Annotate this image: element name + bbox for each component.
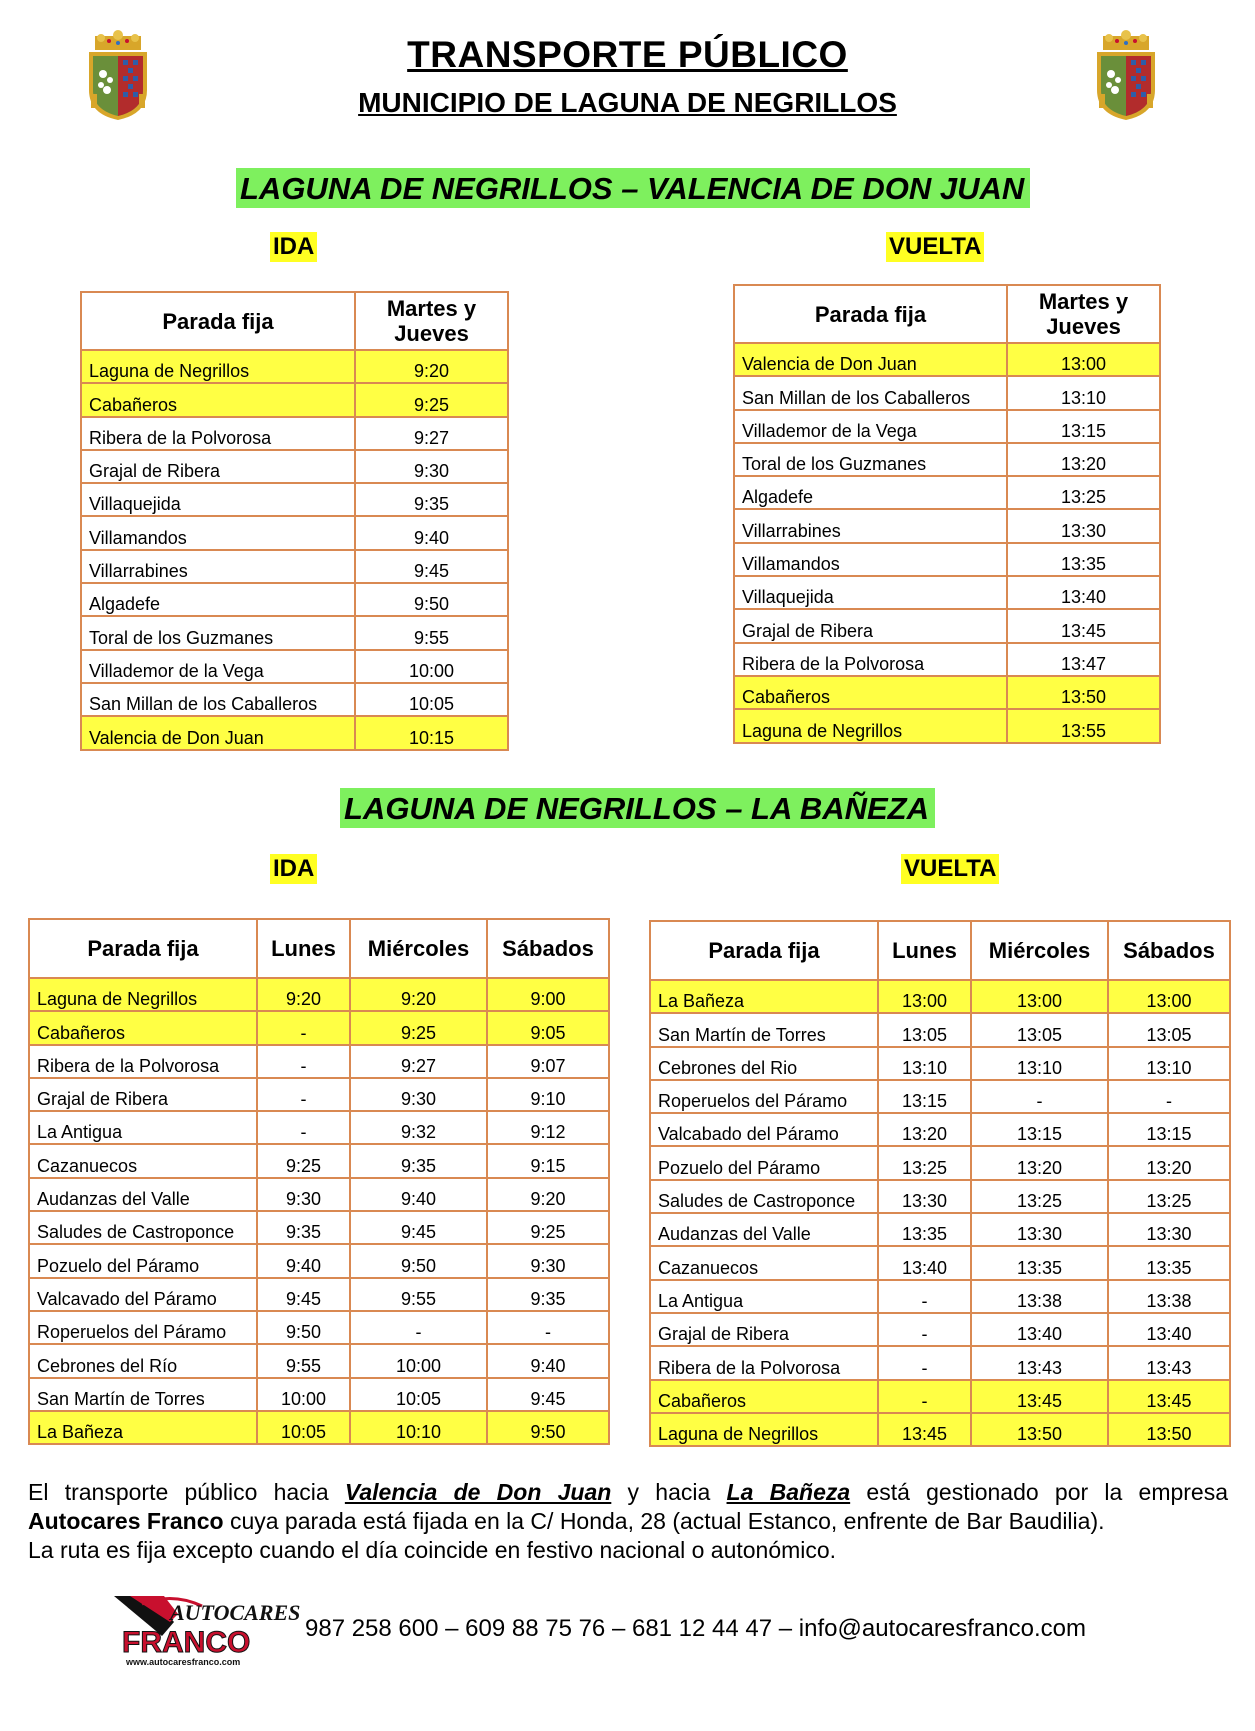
- departure-time: 10:00: [355, 650, 508, 683]
- departure-time: 13:30: [971, 1213, 1108, 1246]
- departure-time: -: [350, 1311, 487, 1344]
- departure-time: 9:45: [257, 1278, 350, 1311]
- autocares-franco-logo: [112, 1592, 301, 1668]
- ida-label-valencia: IDA: [270, 232, 317, 262]
- departure-time: 13:20: [1007, 443, 1160, 476]
- departure-time: 9:15: [487, 1144, 609, 1177]
- table-row: [650, 1246, 1230, 1279]
- stop-name: Grajal de Ribera: [650, 1313, 878, 1346]
- schedule-table-valencia-vuelta: [733, 284, 1161, 744]
- schedule-table-valencia-ida: [80, 291, 509, 751]
- footer-notice: [28, 1478, 1228, 1565]
- departure-time: 13:05: [878, 1013, 971, 1046]
- logo-text-franco: FRANCO: [122, 1626, 251, 1659]
- schedule-table-baneza-vuelta: [649, 920, 1231, 1447]
- table-row: [650, 1113, 1230, 1146]
- table-header-row: [650, 921, 1230, 980]
- departure-time: 13:47: [1007, 643, 1160, 676]
- table-row: [81, 450, 508, 483]
- departure-time: -: [487, 1311, 609, 1344]
- vuelta-label-valencia: VUELTA: [886, 232, 984, 262]
- stop-name: Cebrones del Río: [29, 1344, 257, 1377]
- stop-name: Cazanuecos: [650, 1246, 878, 1279]
- stop-name: Pozuelo del Páramo: [650, 1146, 878, 1179]
- departure-time: 13:25: [1108, 1180, 1230, 1213]
- table-row: [29, 1178, 609, 1211]
- departure-time: 9:45: [350, 1211, 487, 1244]
- departure-time: -: [878, 1313, 971, 1346]
- stop-name: Toral de los Guzmanes: [734, 443, 1007, 476]
- stop-name: La Bañeza: [29, 1411, 257, 1444]
- page-title: TRANSPORTE PÚBLICO: [407, 34, 848, 75]
- stop-name: Saludes de Castroponce: [650, 1180, 878, 1213]
- stop-name: Valencia de Don Juan: [81, 716, 355, 749]
- departure-time: 9:05: [487, 1011, 609, 1044]
- stop-name: San Millan de los Caballeros: [81, 683, 355, 716]
- stop-name: Roperuelos del Páramo: [29, 1311, 257, 1344]
- stop-name: La Antigua: [650, 1280, 878, 1313]
- table-row: [29, 1344, 609, 1377]
- departure-time: 13:35: [1007, 543, 1160, 576]
- stop-name: Ribera de la Polvorosa: [29, 1045, 257, 1078]
- departure-time: 9:30: [350, 1078, 487, 1111]
- stop-name: Audanzas del Valle: [29, 1178, 257, 1211]
- stop-name: Algadefe: [734, 476, 1007, 509]
- table-row: [29, 1244, 609, 1277]
- departure-time: 9:27: [350, 1045, 487, 1078]
- stop-name: Cabañeros: [650, 1380, 878, 1413]
- departure-time: 10:05: [350, 1378, 487, 1411]
- table-row: [650, 1047, 1230, 1080]
- departure-time: 13:00: [878, 980, 971, 1013]
- route-title-baneza: LAGUNA DE NEGRILLOS – LA BAÑEZA: [340, 788, 935, 828]
- departure-time: 13:15: [878, 1080, 971, 1113]
- table-row: [81, 550, 508, 583]
- column-header-stop: Parada fija: [29, 919, 257, 978]
- departure-time: 13:40: [1108, 1313, 1230, 1346]
- table-row: [29, 1211, 609, 1244]
- departure-time: -: [257, 1011, 350, 1044]
- table-row: [29, 1144, 609, 1177]
- departure-time: 13:00: [1108, 980, 1230, 1013]
- departure-time: 9:50: [487, 1411, 609, 1444]
- page-subtitle: MUNICIPIO DE LAGUNA DE NEGRILLOS: [358, 87, 897, 118]
- stop-name: Valcavado del Páramo: [29, 1278, 257, 1311]
- footer-line-2: Autocares Franco cuya parada está fijada en la C/ Honda, 28 (actual Estanco, enfrente de Bar Baudilia).: [28, 1508, 1105, 1534]
- departure-time: 13:00: [1007, 343, 1160, 376]
- table-row: [81, 683, 508, 716]
- column-header-day: Lunes: [878, 921, 971, 980]
- stop-name: San Martín de Torres: [650, 1013, 878, 1046]
- stop-name: Laguna de Negrillos: [81, 350, 355, 383]
- stop-name: Cabañeros: [734, 676, 1007, 709]
- departure-time: 9:55: [257, 1344, 350, 1377]
- stop-name: Roperuelos del Páramo: [650, 1080, 878, 1113]
- departure-time: -: [878, 1346, 971, 1379]
- stop-name: Ribera de la Polvorosa: [81, 417, 355, 450]
- table-row: [29, 1078, 609, 1111]
- column-header-day: Martes y Jueves: [355, 292, 508, 350]
- departure-time: 13:20: [878, 1113, 971, 1146]
- footer-line-3: La ruta es fija excepto cuando el día coincide en festivo nacional o autonómico.: [28, 1537, 837, 1563]
- departure-time: 9:35: [487, 1278, 609, 1311]
- departure-time: -: [257, 1111, 350, 1144]
- table-row: [734, 343, 1160, 376]
- column-header-day: Miércoles: [350, 919, 487, 978]
- table-row: [734, 576, 1160, 609]
- departure-time: 9:55: [355, 616, 508, 649]
- logo-text-web: www.autocaresfranco.com: [126, 1657, 241, 1667]
- table-row: [734, 676, 1160, 709]
- column-header-day: Sábados: [1108, 921, 1230, 980]
- departure-time: 9:50: [350, 1244, 487, 1277]
- departure-time: 9:35: [257, 1211, 350, 1244]
- departure-time: 9:10: [487, 1078, 609, 1111]
- stop-name: Cabañeros: [29, 1011, 257, 1044]
- departure-time: 9:25: [257, 1144, 350, 1177]
- departure-time: 9:45: [355, 550, 508, 583]
- departure-time: 10:05: [257, 1411, 350, 1444]
- stop-name: Laguna de Negrillos: [734, 709, 1007, 742]
- departure-time: 13:20: [1108, 1146, 1230, 1179]
- table-row: [734, 509, 1160, 542]
- table-row: [81, 350, 508, 383]
- table-row: [650, 1080, 1230, 1113]
- table-row: [734, 609, 1160, 642]
- column-header-day: Miércoles: [971, 921, 1108, 980]
- table-row: [29, 1411, 609, 1444]
- departure-time: 9:00: [487, 978, 609, 1011]
- departure-time: 10:15: [355, 716, 508, 749]
- departure-time: 9:27: [355, 417, 508, 450]
- table-row: [650, 1213, 1230, 1246]
- destination-baneza: La Bañeza: [726, 1479, 851, 1505]
- table-row: [734, 643, 1160, 676]
- departure-time: -: [971, 1080, 1108, 1113]
- departure-time: 13:30: [1007, 509, 1160, 542]
- table-row: [29, 1278, 609, 1311]
- stop-name: Laguna de Negrillos: [29, 978, 257, 1011]
- departure-time: 13:35: [878, 1213, 971, 1246]
- table-header-row: [29, 919, 609, 978]
- vuelta-label-baneza: VUELTA: [901, 854, 999, 884]
- departure-time: 13:05: [1108, 1013, 1230, 1046]
- departure-time: 9:40: [257, 1244, 350, 1277]
- departure-time: 9:25: [350, 1011, 487, 1044]
- departure-time: 13:25: [971, 1180, 1108, 1213]
- table-row: [650, 1380, 1230, 1413]
- departure-time: -: [257, 1078, 350, 1111]
- departure-time: 13:40: [1007, 576, 1160, 609]
- departure-time: 10:10: [350, 1411, 487, 1444]
- departure-time: 13:25: [1007, 476, 1160, 509]
- departure-time: 13:30: [1108, 1213, 1230, 1246]
- ida-label-baneza: IDA: [270, 854, 317, 884]
- departure-time: -: [878, 1280, 971, 1313]
- departure-time: 10:05: [355, 683, 508, 716]
- departure-time: 13:38: [1108, 1280, 1230, 1313]
- stop-name: Villademor de la Vega: [734, 410, 1007, 443]
- departure-time: 9:40: [487, 1344, 609, 1377]
- stop-name: Villarrabines: [734, 509, 1007, 542]
- schedule-table-baneza-ida: [28, 918, 610, 1445]
- table-row: [734, 376, 1160, 409]
- departure-time: 13:25: [878, 1146, 971, 1179]
- table-row: [734, 410, 1160, 443]
- stop-name: Ribera de la Polvorosa: [650, 1346, 878, 1379]
- departure-time: 9:55: [350, 1278, 487, 1311]
- stop-name: La Bañeza: [650, 980, 878, 1013]
- departure-time: 13:00: [971, 980, 1108, 1013]
- departure-time: 13:35: [971, 1246, 1108, 1279]
- departure-time: 10:00: [257, 1378, 350, 1411]
- footer-line-1: El transporte público hacia Valencia de Don Juan y hacia La Bañeza está gestionado por la empresa: [28, 1479, 1229, 1505]
- column-header-day: Lunes: [257, 919, 350, 978]
- stop-name: Grajal de Ribera: [29, 1078, 257, 1111]
- departure-time: 13:10: [971, 1047, 1108, 1080]
- departure-time: 13:43: [1108, 1346, 1230, 1379]
- departure-time: 9:20: [350, 978, 487, 1011]
- table-row: [650, 1413, 1230, 1446]
- table-row: [81, 483, 508, 516]
- contact-info: 987 258 600 – 609 88 75 76 – 681 12 44 47 – info@autocaresfranco.com: [305, 1615, 1086, 1642]
- departure-time: 9:30: [355, 450, 508, 483]
- stop-name: Grajal de Ribera: [734, 609, 1007, 642]
- table-row: [29, 978, 609, 1011]
- departure-time: 13:15: [1007, 410, 1160, 443]
- table-row: [29, 1378, 609, 1411]
- departure-time: 13:30: [878, 1180, 971, 1213]
- table-row: [650, 980, 1230, 1013]
- departure-time: 13:10: [878, 1047, 971, 1080]
- departure-time: -: [878, 1380, 971, 1413]
- departure-time: 9:40: [350, 1178, 487, 1211]
- stop-name: Cebrones del Rio: [650, 1047, 878, 1080]
- departure-time: 13:15: [971, 1113, 1108, 1146]
- table-row: [734, 476, 1160, 509]
- departure-time: 13:40: [878, 1246, 971, 1279]
- column-header-day: Martes y Jueves: [1007, 285, 1160, 343]
- departure-time: 9:40: [355, 516, 508, 549]
- stop-name: Cazanuecos: [29, 1144, 257, 1177]
- departure-time: 9:30: [487, 1244, 609, 1277]
- table-row: [29, 1311, 609, 1344]
- table-row: [650, 1313, 1230, 1346]
- stop-name: San Millan de los Caballeros: [734, 376, 1007, 409]
- departure-time: -: [1108, 1080, 1230, 1113]
- stop-name: Villademor de la Vega: [81, 650, 355, 683]
- table-row: [81, 383, 508, 416]
- departure-time: 13:38: [971, 1280, 1108, 1313]
- table-row: [29, 1011, 609, 1044]
- departure-time: 13:50: [1108, 1413, 1230, 1446]
- departure-time: 13:10: [1108, 1047, 1230, 1080]
- departure-time: 13:20: [971, 1146, 1108, 1179]
- stop-name: Toral de los Guzmanes: [81, 616, 355, 649]
- table-row: [650, 1180, 1230, 1213]
- departure-time: 13:15: [1108, 1113, 1230, 1146]
- departure-time: 9:35: [350, 1144, 487, 1177]
- stop-name: Valencia de Don Juan: [734, 343, 1007, 376]
- departure-time: 9:35: [355, 483, 508, 516]
- departure-time: 13:45: [878, 1413, 971, 1446]
- column-header-stop: Parada fija: [734, 285, 1007, 343]
- table-row: [81, 417, 508, 450]
- departure-time: 13:43: [971, 1346, 1108, 1379]
- stop-name: Algadefe: [81, 583, 355, 616]
- stop-name: Valcabado del Páramo: [650, 1113, 878, 1146]
- departure-time: 9:50: [257, 1311, 350, 1344]
- departure-time: 13:45: [971, 1380, 1108, 1413]
- departure-time: 9:30: [257, 1178, 350, 1211]
- stop-name: Villaquejida: [734, 576, 1007, 609]
- departure-time: 9:32: [350, 1111, 487, 1144]
- departure-time: -: [257, 1045, 350, 1078]
- departure-time: 9:07: [487, 1045, 609, 1078]
- column-header-stop: Parada fija: [81, 292, 355, 350]
- departure-time: 9:25: [487, 1211, 609, 1244]
- departure-time: 13:35: [1108, 1246, 1230, 1279]
- departure-time: 9:20: [257, 978, 350, 1011]
- stop-name: Villamandos: [81, 516, 355, 549]
- table-row: [650, 1346, 1230, 1379]
- departure-time: 13:40: [971, 1313, 1108, 1346]
- departure-time: 13:50: [971, 1413, 1108, 1446]
- departure-time: 13:45: [1007, 609, 1160, 642]
- stop-name: Pozuelo del Páramo: [29, 1244, 257, 1277]
- stop-name: La Antigua: [29, 1111, 257, 1144]
- table-row: [29, 1111, 609, 1144]
- table-row: [734, 443, 1160, 476]
- table-row: [81, 716, 508, 749]
- table-row: [81, 583, 508, 616]
- table-row: [734, 543, 1160, 576]
- stop-name: Ribera de la Polvorosa: [734, 643, 1007, 676]
- departure-time: 9:25: [355, 383, 508, 416]
- table-row: [81, 516, 508, 549]
- departure-time: 9:12: [487, 1111, 609, 1144]
- departure-time: 13:50: [1007, 676, 1160, 709]
- table-row: [81, 616, 508, 649]
- stop-name: Villamandos: [734, 543, 1007, 576]
- departure-time: 10:00: [350, 1344, 487, 1377]
- table-row: [650, 1146, 1230, 1179]
- destination-valencia: Valencia de Don Juan: [344, 1479, 612, 1505]
- departure-time: 13:10: [1007, 376, 1160, 409]
- departure-time: 13:55: [1007, 709, 1160, 742]
- table-row: [81, 650, 508, 683]
- column-header-day: Sábados: [487, 919, 609, 978]
- table-row: [650, 1280, 1230, 1313]
- stop-name: Grajal de Ribera: [81, 450, 355, 483]
- stop-name: Cabañeros: [81, 383, 355, 416]
- stop-name: Laguna de Negrillos: [650, 1413, 878, 1446]
- company-name: Autocares Franco: [28, 1508, 224, 1534]
- stop-name: San Martín de Torres: [29, 1378, 257, 1411]
- stop-name: Villarrabines: [81, 550, 355, 583]
- departure-time: 13:05: [971, 1013, 1108, 1046]
- column-header-stop: Parada fija: [650, 921, 878, 980]
- stop-name: Saludes de Castroponce: [29, 1211, 257, 1244]
- table-row: [650, 1013, 1230, 1046]
- departure-time: 13:45: [1108, 1380, 1230, 1413]
- logo-text-autocares: AUTOCARES: [170, 1600, 301, 1625]
- route-title-valencia: LAGUNA DE NEGRILLOS – VALENCIA DE DON JUAN: [236, 168, 1030, 208]
- departure-time: 9:20: [355, 350, 508, 383]
- table-header-row: [734, 285, 1160, 343]
- table-header-row: [81, 292, 508, 350]
- table-row: [29, 1045, 609, 1078]
- departure-time: 9:20: [487, 1178, 609, 1211]
- departure-time: 9:45: [487, 1378, 609, 1411]
- stop-name: Villaquejida: [81, 483, 355, 516]
- table-row: [734, 709, 1160, 742]
- departure-time: 9:50: [355, 583, 508, 616]
- stop-name: Audanzas del Valle: [650, 1213, 878, 1246]
